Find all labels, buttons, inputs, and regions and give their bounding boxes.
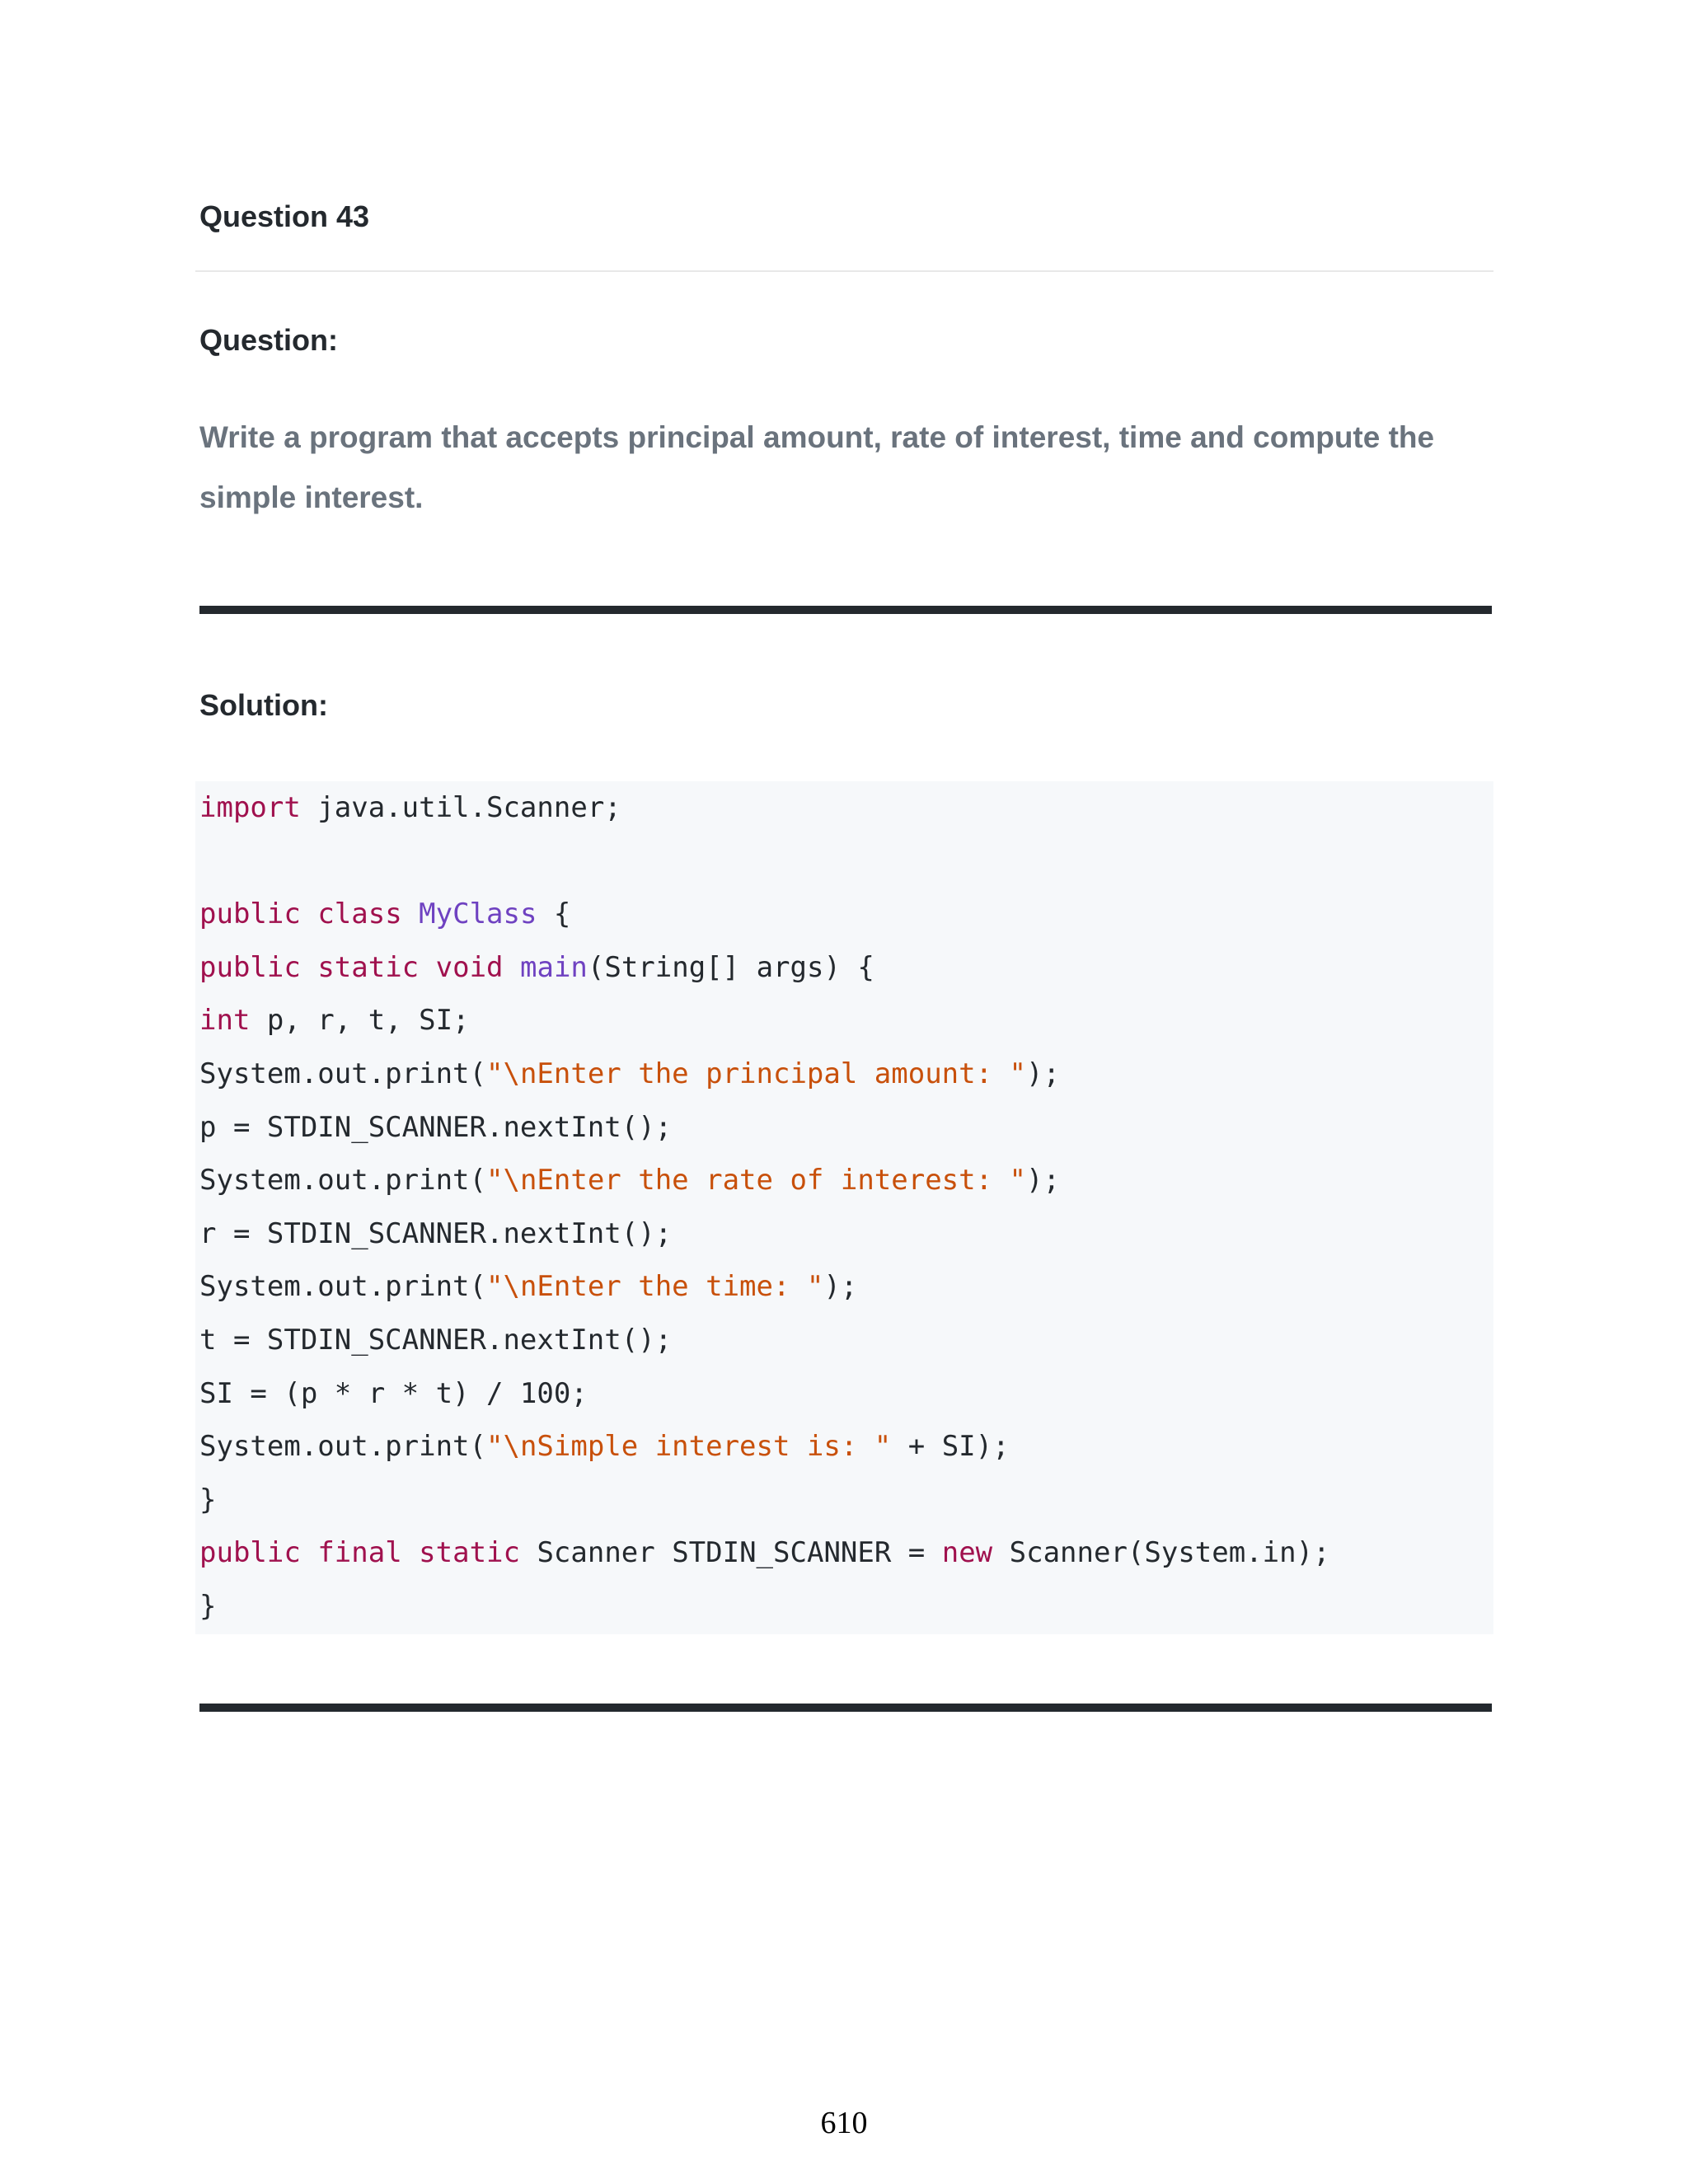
keyword-token: import [199,791,301,824]
code-line-7 [199,1101,1330,1155]
code-text: p = STDIN_SCANNER.nextInt(); [199,1110,673,1144]
code-line-14 [199,1474,1330,1527]
question-label: Question: [199,323,338,357]
keyword-token: void [435,950,504,984]
code-line-6 [199,1047,1330,1101]
code-line-15 [199,1526,1330,1580]
string-token: "\nSimple interest is: " [486,1430,892,1464]
section-divider-bottom [199,1704,1492,1712]
keyword-token: public [199,950,301,984]
keyword-token: static [317,950,420,984]
section-divider-top [199,606,1492,614]
page-number: 610 [820,2106,868,2140]
code-line-9 [199,1207,1330,1261]
code-line-8 [199,1154,1330,1207]
keyword-token: final [317,1536,402,1570]
question-heading: Question 43 [199,199,370,233]
code-text: System.out.print( [199,1430,486,1464]
code-line-12 [199,1367,1330,1421]
keyword-token: class [317,898,402,931]
code-line-2 [199,835,1330,888]
question-text: Write a program that accepts principal amount, rate of interest, time and compute the simple interest. [199,420,1435,514]
keyword-token: new [941,1536,993,1570]
code-text: Scanner(System.in); [992,1536,1330,1570]
code-line-3 [199,888,1330,941]
code-text: ); [823,1270,858,1304]
function-name-token: main [520,950,588,984]
code-text: java.util.Scanner; [300,791,621,824]
keyword-token: public [199,1536,301,1570]
code-line-11 [199,1314,1330,1367]
code-text: System.out.print( [199,1057,486,1090]
code-text: t = STDIN_SCANNER.nextInt(); [199,1323,673,1357]
code-text: ); [1026,1164,1060,1197]
code-line-13 [199,1420,1330,1474]
heading-divider [195,270,1493,272]
string-token: "\nEnter the rate of interest: " [486,1164,1027,1197]
string-token: "\nEnter the principal amount: " [486,1057,1027,1090]
code-text: p, r, t, SI; [250,1004,470,1038]
code-text: r = STDIN_SCANNER.nextInt(); [199,1216,673,1250]
document-page [198,0,1492,2184]
code-text: + SI); [891,1430,1010,1464]
keyword-token: static [419,1536,520,1570]
string-token: "\nEnter the time: " [486,1270,824,1304]
code-text: SI = (p * r * t) / 100; [199,1376,588,1410]
code-block [195,781,1493,1634]
code-text: System.out.print( [199,1164,486,1197]
keyword-token: public [199,898,301,931]
code-text: ); [1026,1057,1060,1090]
code-text: { [537,898,571,931]
keyword-token: int [199,1004,251,1038]
class-name-token: MyClass [419,898,537,931]
code-text: } [199,1589,217,1623]
code-line-5 [199,994,1330,1047]
solution-label: Solution: [199,688,328,722]
code-text: System.out.print( [199,1270,486,1304]
code-line-10 [199,1260,1330,1314]
code-line-4 [199,941,1330,995]
code-listing [199,781,1330,1633]
code-line-1 [199,781,1330,835]
code-text: } [199,1483,217,1516]
code-line-16 [199,1580,1330,1633]
code-text: (String[] args) { [587,950,874,984]
code-text: Scanner STDIN_SCANNER = [519,1536,942,1570]
